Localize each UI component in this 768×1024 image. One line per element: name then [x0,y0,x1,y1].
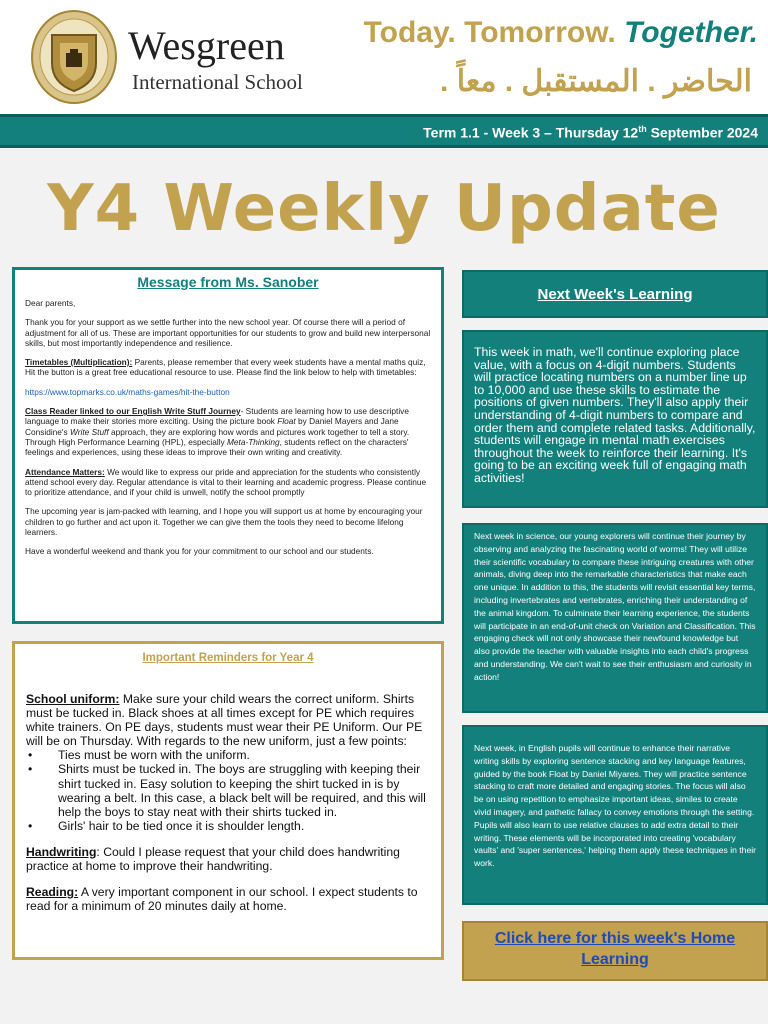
handwriting-heading: Handwriting [26,844,97,859]
reader-meta-thinking: Meta-Thinking [227,436,280,447]
term-tail: September 2024 [646,124,758,141]
motto [364,16,758,50]
reader-text-3: approach, they are exploring how words and pictures work together to tell a story. Through High Performance Learning (HPL), especially [25,426,410,447]
timetables-paragraph [25,357,431,378]
uniform-point: • Shirts must be tucked in. The boys are struggling with keeping their shirt tucked in. Easy solution to keeping the shirt tucked in is by wearing a belt. In this case, a black belt will be required, and this will help the boys to stay neat with their shirts tucked in. [26,762,430,818]
next-week-heading: Next Week's Learning [537,286,693,303]
message-title: Message from Ms. Sanober [137,274,319,290]
motto-together: Together. [624,16,758,49]
handwriting-text: : Could I please request that your child does handwriting practice at home to improve their handwriting. [26,844,400,874]
school-subtitle: International School [132,70,303,94]
uniform-point: • Girls' hair to be tied once it is shoulder length. [26,819,430,833]
timetables-heading: Timetables (Multiplication): [25,357,133,368]
hit-the-button-link[interactable]: https://www.topmarks.co.uk/maths-games/hit-the-button [25,386,230,397]
reader-text-4: , students reflect on the characters' feelings and experiences, using these ideas to improve their own writing and creativity. [25,436,409,458]
math-panel: This week in math, we'll continue exploring place value, with a focus on 4-digit numbers. Students will practice locating numbers on a number line up to 10,000 and use these skills to estimate the positions of given numbers. They'll also apply their understanding of 4-digit numbers to compare and order them and complete related tasks. Additionally, students will engage in mental math exercises throughout the week to reinforce their learning. It's going to be an exciting week full of engaging math activities! [462,330,768,508]
uniform-heading: School uniform: [26,692,120,706]
uniform-text: Make sure your child wears the correct uniform. Shirts must be tucked in. Black shoes at all times except for PE which requires white trainers. On PE days, students must wear their PE Uniform. Our PE will be on Thursday. With regards to the new uniform, just a few points: [26,692,423,749]
reader-paragraph [25,406,431,457]
attendance-text: We would like to express our pride and appreciation for the students who consistently attend school every day. Regular attendance is vital to their learning and academic progress. Please continue to prioritize attendance, and if your child is unwell, notify the school promptly [25,466,427,498]
reader-float: Float [277,416,296,427]
next-week-heading-panel [462,270,768,318]
term-line: Term 1.1 - Week 3 – Thursday 12 [423,124,639,141]
reader-text-2: by Daniel Mayers and Jane Considine's [25,416,399,437]
reading-text: A very important component in our school. I expect students to read for a minimum of 20 minutes daily at home. [26,885,418,914]
motto-part1: Today. Tomorrow. [363,16,625,49]
timetables-text: Parents, please remember that every week students have a mental maths quiz, Hit the button is a great free educational resource to use. Please find the link below to help with timetables: [25,357,426,378]
reading-heading: Reading: [26,885,79,900]
message-panel [12,267,444,624]
home-learning-panel [462,921,768,981]
reader-write-stuff: Write Stuff [69,426,109,437]
attendance-paragraph [25,467,431,498]
upcoming-paragraph: The upcoming year is jam-packed with learning, and I hope you will support us at home by encouraging your children to go further and act upon it. Together we can give them the tools they need to become lifelong learners. [25,506,423,538]
reader-heading: Class Reader linked to our English Write Stuff Journey [25,406,241,417]
timetables-link-row [25,387,431,397]
header [0,0,768,114]
reminders-panel [12,641,444,960]
message-intro: Thank you for your support as we settle further into the new school year. Of course there will a period of adjustment for all of us. These are important opportunities for our students to grow and build new interpersonal skills, but most importantly independence and resilience. [25,317,431,348]
motto-arabic: الحاضر . المستقبل . معاً . [440,65,752,98]
term-bar [0,114,768,148]
closing-paragraph: Have a wonderful weekend and thank you for your commitment to our school and our students. [25,546,374,557]
term-date [423,124,758,141]
term-sup: th [638,124,647,134]
school-name: Wesgreen [128,23,285,68]
message-greeting: Dear parents, [25,298,76,308]
home-learning-link[interactable]: Click here for this week's Home Learning [494,930,736,968]
uniform-point: • Ties must be worn with the uniform. [26,748,430,762]
attendance-heading: Attendance Matters: [25,466,105,477]
page-title: Y4 Weekly Update [47,172,721,246]
reading-section [26,885,430,913]
science-panel: Next week in science, our young explorers will continue their journey by observing and analyzing the fascinating world of worms! They will utilize their scientific vocabulary to compare these intriguing creatures with other animals, diving deep into the remarkable characteristics that make each one unique. In addition to this, the students will revisit essential key terms, including invertebrates and vertebrates, enriching their understanding of the animal kingdom. To culminate their learning experience, the students will participate in an end-of-unit check on Variation and Classification. This engaging check will not only showcase their newfound knowledge but also provide the teacher with valuable insights into each child's progress and understanding. We can't wait to see their enthusiasm and curiosity in action! [462,523,768,713]
uniform-points [26,748,430,833]
school-crest-logo [30,9,118,105]
reminders-title: Important Reminders for Year 4 [142,652,314,664]
reader-text-1: - Students are learning how to use descriptive language to make their stories more exciting. Using the picture book [25,406,409,427]
english-panel: Next week, in English pupils will continue to enhance their narrative writing skills by exploring sentence stacking and key language features, guided by the book Float by Daniel Miyares. They will practice sentence stacking to craft more detailed and engaging stories. The focus will also be on using repetition to emphasize important ideas, similes to create vivid imagery, and pathetic fallacy to convey emotions through the setting. Pupils will also learn to use relative clauses to add extra detail to their writing. These elements will be incorporated into creating 'vocabulary vaults' and 'super sentences,' helping them apply these techniques in their work. [462,725,768,905]
uniform-section [26,692,430,833]
handwriting-section [26,845,430,873]
